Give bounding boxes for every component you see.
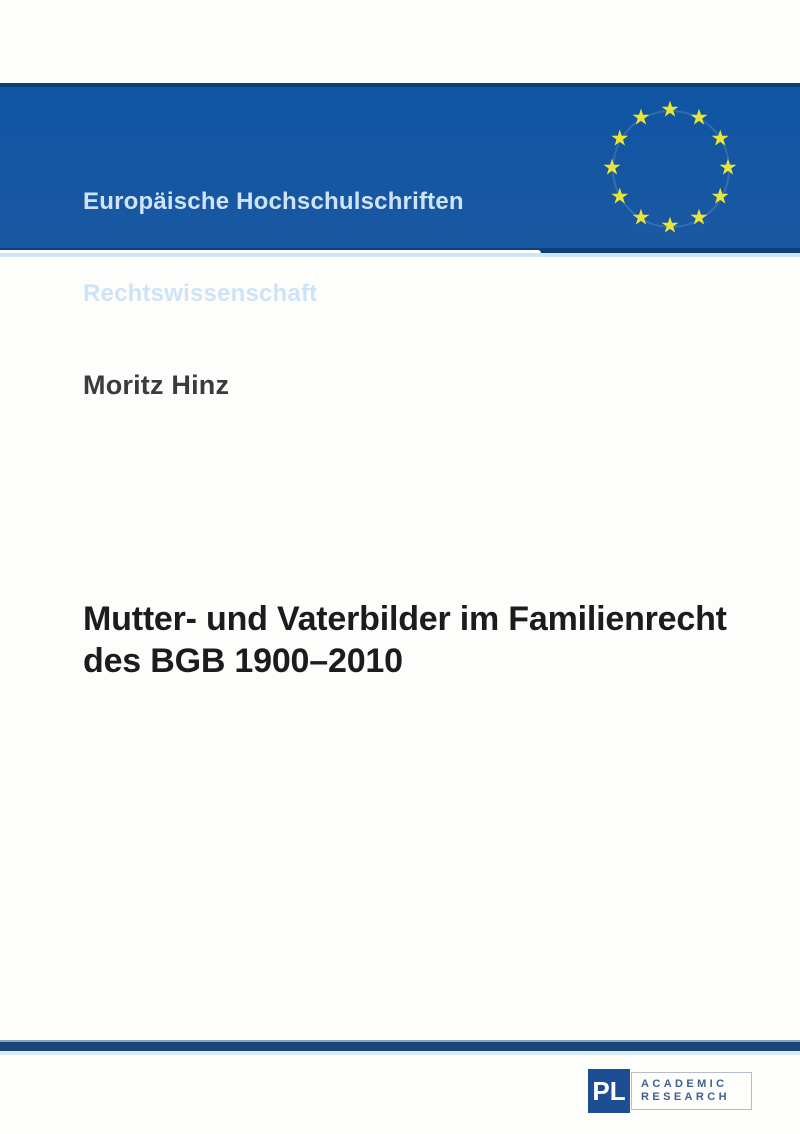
eu-star-icon: ★ — [631, 204, 651, 230]
publisher-logo — [588, 1069, 752, 1113]
eu-star-icon: ★ — [609, 125, 630, 151]
eu-star-icon: ★ — [602, 154, 622, 180]
series-subtitle: Rechtswissenschaft — [83, 280, 318, 307]
book-title-line1: Mutter- und Vaterbilder im Familienrecht — [83, 600, 727, 638]
series-divider-bar — [0, 250, 541, 259]
footer-rule — [0, 1040, 800, 1055]
eu-star-icon: ★ — [718, 154, 738, 180]
imprint-line2: RESEARCH — [641, 1091, 730, 1103]
eu-stars-logo — [600, 98, 740, 238]
author-name: Moritz Hinz — [83, 370, 230, 400]
book-title — [83, 598, 773, 682]
eu-star-icon: ★ — [689, 104, 709, 130]
publisher-imprint-box — [631, 1072, 752, 1110]
eu-star-icon: ★ — [689, 204, 709, 230]
eu-star-icon: ★ — [631, 104, 651, 130]
eu-star-icon: ★ — [660, 212, 680, 238]
book-title-line2: des BGB 1900–2010 — [83, 642, 403, 680]
publisher-monogram: PL — [588, 1069, 630, 1113]
series-title: Europäische Hochschulschriften — [83, 188, 464, 215]
eu-star-icon: ★ — [660, 96, 680, 122]
eu-star-icon: ★ — [609, 183, 630, 209]
imprint-line1: ACADEMIC — [641, 1078, 728, 1090]
eu-star-icon: ★ — [710, 125, 731, 151]
eu-star-icon: ★ — [710, 183, 731, 209]
